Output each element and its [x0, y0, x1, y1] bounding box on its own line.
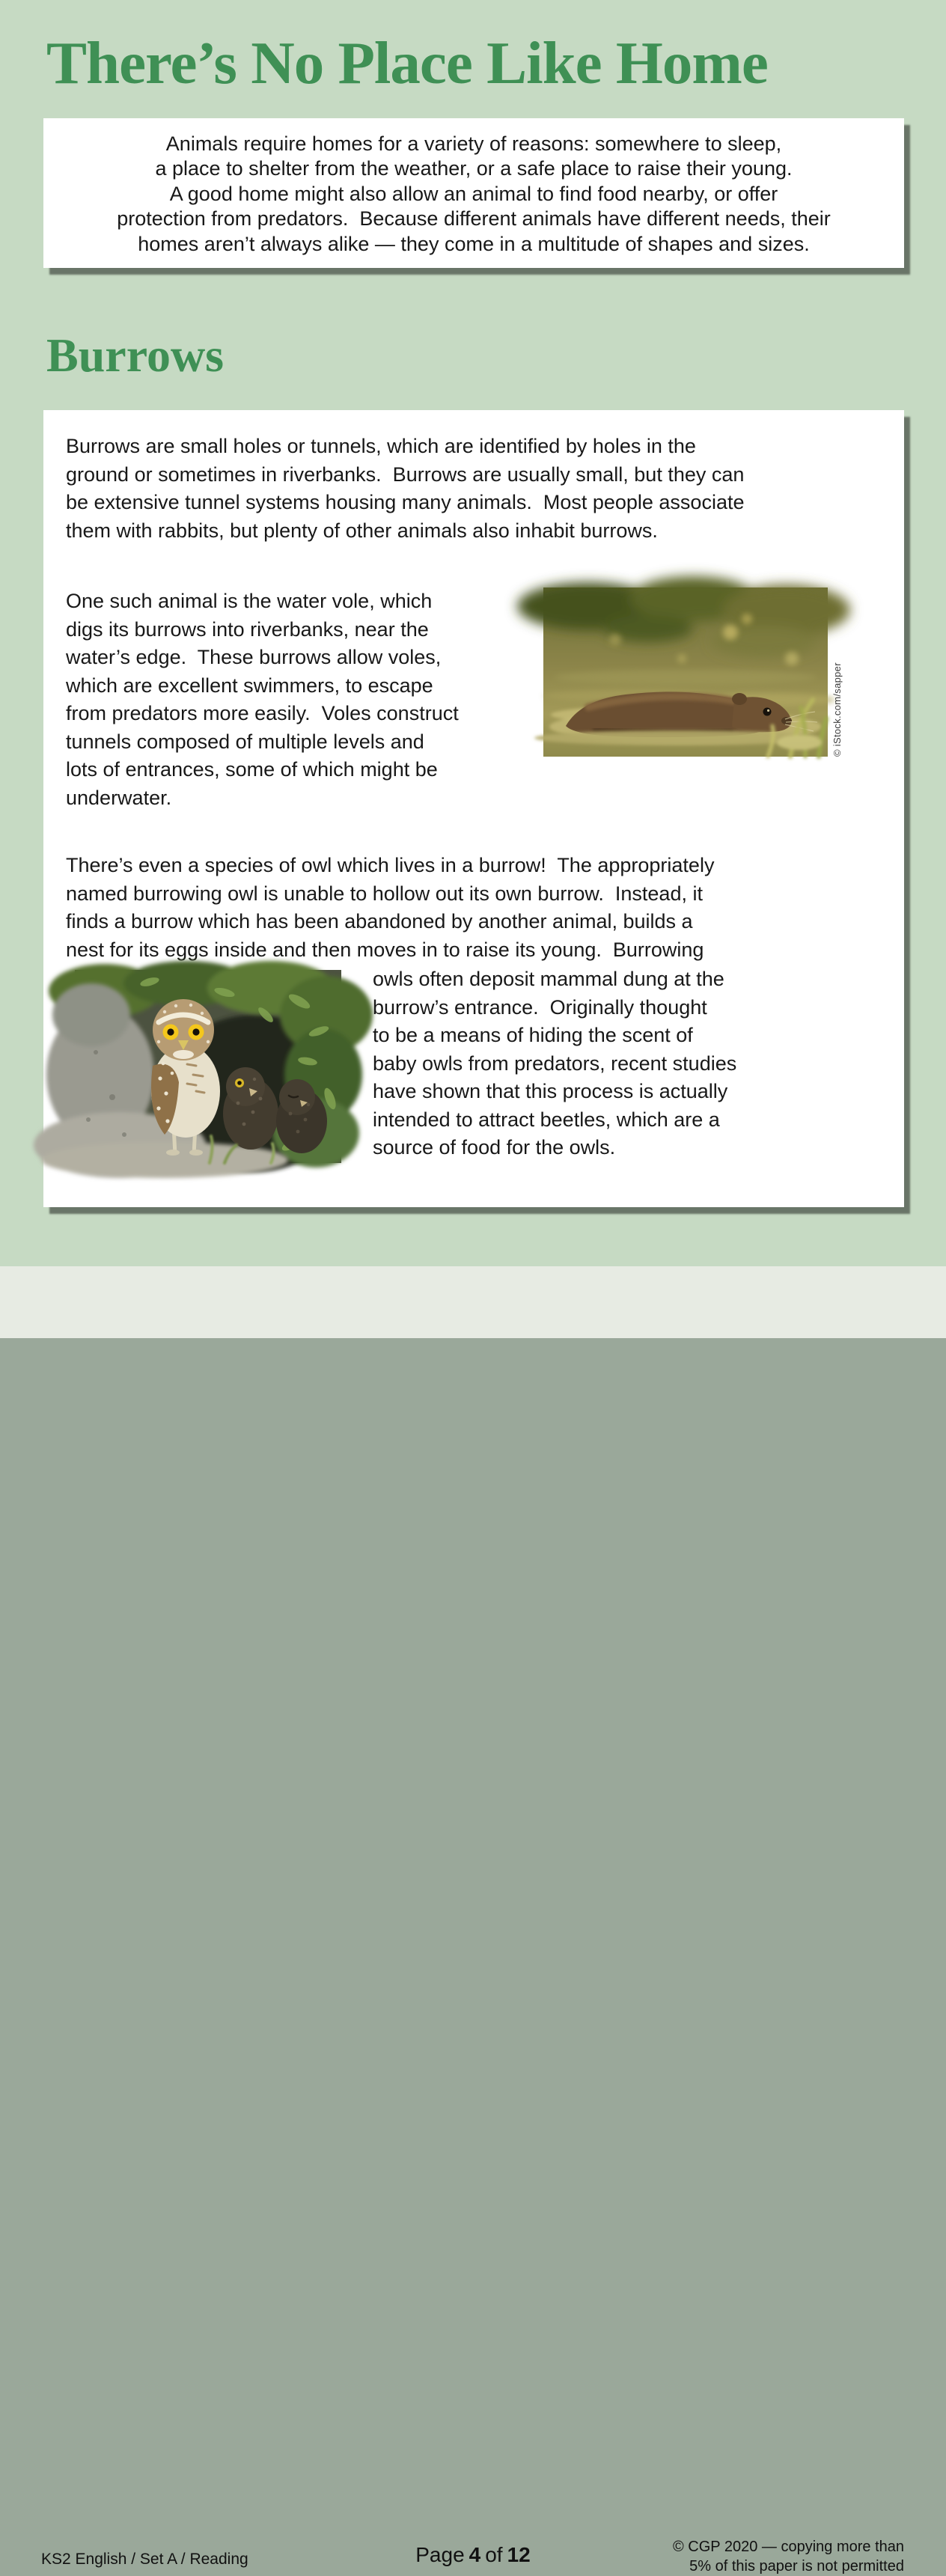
- text-line: finds a burrow which has been abandoned by another animal, builds a: [66, 910, 693, 933]
- paragraph-water-vole: [66, 587, 459, 812]
- burrowing-owls-photo: [75, 970, 341, 1163]
- text-line: named burrowing owl is unable to hollow out its own burrow. Instead, it: [66, 882, 703, 905]
- text-line: Burrows are small holes or tunnels, which are identified by holes in the: [66, 435, 696, 457]
- text-line: underwater.: [66, 786, 172, 809]
- copyright-line-2: 5% of this paper is not permitted: [689, 2558, 904, 2575]
- footer: [0, 1266, 946, 2575]
- content-box: [43, 410, 904, 1207]
- page-total: 12: [507, 2543, 531, 2566]
- text-line: Animals require homes for a variety of reasons: somewhere to sleep,: [165, 132, 782, 155]
- copyright-line-1: © CGP 2020 — copying more than: [673, 2539, 904, 2555]
- paragraph-burrows-intro: [66, 433, 744, 545]
- text-line: nest for its eggs inside and then moves in to raise its young. Burrowing: [66, 938, 704, 961]
- of-word: of: [485, 2543, 503, 2566]
- text-line: to be a means of hiding the scent of: [373, 1024, 693, 1046]
- paragraph-burrowing-owl: [66, 852, 714, 964]
- text-line: homes aren’t always alike — they come in a multitude of shapes and sizes.: [138, 232, 810, 255]
- intro-paragraph: [43, 132, 904, 257]
- footer-copyright: [673, 2537, 904, 2576]
- text-line: One such animal is the water vole, which: [66, 590, 433, 612]
- text-line: be extensive tunnel systems housing many animals. Most people associate: [66, 491, 745, 513]
- text-line: water’s edge. These burrows allow voles,: [66, 646, 442, 668]
- page-title: There’s No Place Like Home: [46, 29, 768, 97]
- burrowing-owls-photo-illustration: [75, 970, 341, 1163]
- text-line: intended to attract beetles, which are a: [373, 1108, 720, 1131]
- text-line: baby owls from predators, recent studies: [373, 1052, 737, 1075]
- text-line: have shown that this process is actually: [373, 1080, 728, 1102]
- photo-credit: © iStock.com/sapper: [831, 662, 843, 757]
- text-line: from predators more easily. Voles construct: [66, 702, 459, 724]
- paragraph-burrowing-owl-wrapped: [373, 965, 736, 1162]
- text-line: A good home might also allow an animal to find food nearby, or offer: [169, 182, 778, 205]
- text-line: a place to shelter from the weather, or a safe place to raise their young.: [155, 157, 793, 180]
- text-line: burrow’s entrance. Originally thought: [373, 995, 707, 1019]
- footer-course-label: KS2 English / Set A / Reading: [41, 2551, 248, 2568]
- page-word: Page: [415, 2543, 465, 2566]
- text-line: owls often deposit mammal dung at the: [373, 968, 724, 990]
- text-line: lots of entrances, some of which might be: [66, 758, 438, 781]
- section-heading-burrows: Burrows: [46, 329, 225, 382]
- text-line: protection from predators. Because different animals have different needs, their: [117, 207, 831, 231]
- text-line: source of food for the owls.: [373, 1136, 616, 1159]
- text-line: digs its burrows into riverbanks, near the: [66, 617, 429, 641]
- text-line: them with rabbits, but plenty of other animals also inhabit burrows.: [66, 519, 658, 542]
- text-line: tunnels composed of multiple levels and: [66, 730, 424, 753]
- text-line: which are excellent swimmers, to escape: [66, 674, 433, 697]
- text-line: ground or sometimes in riverbanks. Burrows are usually small, but they can: [66, 463, 745, 486]
- text-line: There’s even a species of owl which lives in a burrow! The appropriately: [66, 854, 715, 876]
- page-number: 4: [469, 2543, 481, 2566]
- water-vole-photo-illustration: [543, 587, 828, 757]
- intro-text-box: [43, 118, 904, 268]
- water-vole-photo: [543, 587, 828, 757]
